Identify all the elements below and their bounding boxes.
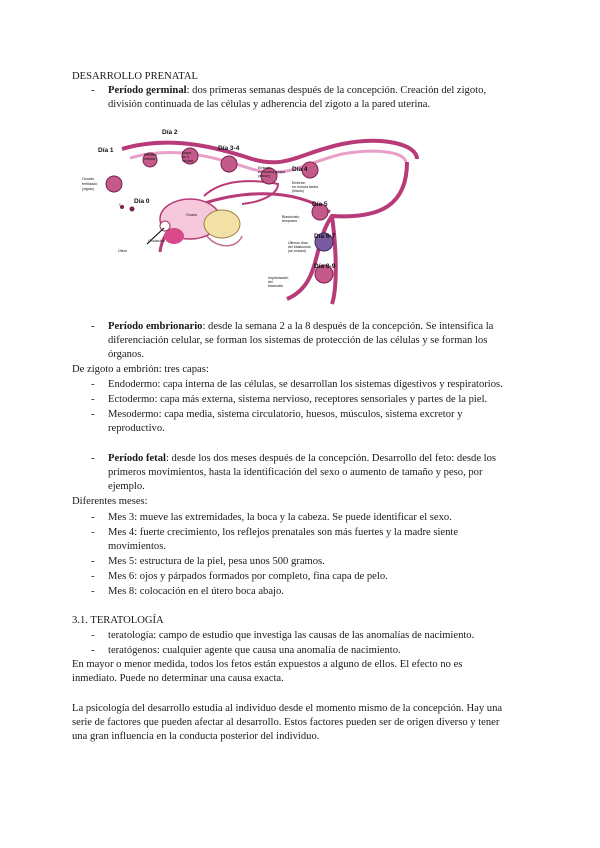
label-implant-2: del: [268, 280, 273, 284]
label-implant-1: Implantación: [268, 276, 289, 280]
bullet-dash: -: [91, 586, 95, 597]
embrionario-line-1: [108, 320, 493, 334]
embrionario-desc-3: órganos.: [108, 349, 144, 360]
day-label-1: Día 1: [98, 147, 114, 154]
follicle: [204, 210, 240, 238]
mes-8: Mes 8: colocación en el útero boca abajo.: [108, 586, 284, 597]
bullet-dash: -: [91, 571, 95, 582]
label-morula-1: Embrión: [258, 166, 272, 170]
label-blastocyst-1: Blastocisto: [282, 215, 300, 219]
embrionario-desc-2: diferenciación celular, se forman los sistemas de protección de las células y se forman los: [108, 335, 488, 346]
germinal-term: Período germinal: [108, 85, 187, 96]
germinal-period-diagram: [82, 124, 422, 306]
label-twocell-2: de 4: [182, 155, 189, 159]
label-twocell-3: células: [182, 159, 194, 163]
teratologia-heading: 3.1. TERATOLOGÍA: [72, 615, 164, 626]
label-mitosis-2: mitosis: [144, 157, 156, 161]
mes-6: Mes 6: ojos y párpados formados por completo, fina capa de pelo.: [108, 571, 388, 582]
day-label-6-7: Día 6-7: [314, 233, 336, 240]
bullet-dash: -: [91, 556, 95, 567]
germinal-desc-1: : dos primeras semanas después de la concepción. Creación del zigoto,: [186, 85, 487, 96]
embrionario-term: Período embrionario: [108, 321, 203, 332]
label-ovulation: Ovulación: [148, 239, 165, 243]
germinal-desc-2: división continuada de las células y adherencia del zigoto a la pared uterina.: [108, 99, 431, 110]
mes-3: Mes 3: mueve las extremidades, la boca y la cabeza. Se puede identificar el sexo.: [108, 512, 452, 523]
label-morula-3: precoz): [258, 174, 270, 178]
label-sperm-mark: ♀: [118, 202, 122, 208]
label-morula-late-1: Embrión: [292, 181, 306, 185]
label-ovum-3: (zigoto): [82, 187, 94, 191]
ovum-released: [160, 221, 170, 231]
label-blastocyst-2: temprano: [282, 219, 298, 223]
day-label-4: Día 4: [292, 166, 308, 173]
mes-4: Mes 4: fuerte crecimiento, los reflejos prenatales son más fuertes y la madre siente: [108, 527, 459, 538]
bullet-dash: -: [91, 409, 95, 420]
fetal-desc-2: primeros movimientos, hasta la identificación del sexo o aumento de tamaño y peso, por: [108, 467, 483, 478]
day-label-8-9: Día 8-9: [314, 263, 336, 270]
bullet-dash: -: [91, 321, 95, 332]
fetal-desc-1: : desde los dos meses después de la concepción. Desarrollo del feto: desde los: [165, 453, 497, 464]
embrionario-desc-1: : desde la semana 2 a la 8 después de la concepción. Se intensifica la: [202, 321, 494, 332]
germinal-line-1: [108, 84, 486, 98]
fetal-term: Período fetal: [108, 453, 166, 464]
label-implant-3: blastocito: [268, 284, 284, 288]
capa-ectodermo: Ectodermo: capa más externa, sistema nervioso, receptores sensoriales y partes de la piel.: [108, 394, 488, 405]
bullet-dash: -: [91, 512, 95, 523]
meses-intro: Diferentes meses:: [72, 496, 148, 507]
capa-endodermo: Endodermo: capa interna de las células, se desarrollan los sistemas digestivos y respiratorios.: [108, 379, 503, 390]
zygote-cell: [106, 176, 122, 192]
bullet-dash: -: [91, 379, 95, 390]
day-label-0: Día 0: [134, 198, 150, 205]
teratogenos-item: teratógenos: cualquier agente que causa una anomalía de nacimiento.: [108, 645, 401, 656]
bullet-dash: -: [91, 527, 95, 538]
label-ovary: Ovario: [186, 213, 198, 217]
label-implant-start-1: Últimos días: [288, 241, 308, 245]
label-mitosis-1: Primera: [144, 153, 157, 157]
fetal-line-1: [108, 452, 496, 466]
day-label-5: Día 5: [312, 201, 328, 208]
label-morula-late-3: (blasto): [292, 189, 304, 193]
day-label-2: Día 2: [162, 129, 178, 136]
label-morula-2: en mórula (etapa: [258, 170, 286, 174]
day-label-3-4: Día 3-4: [218, 145, 240, 152]
teratologia-para-1: En mayor o menor medida, todos los fetos están expuestos a alguno de ellos. El efecto no es: [72, 659, 463, 670]
bullet-dash: -: [91, 453, 95, 464]
sperm-dot-2: [130, 207, 135, 212]
closing-para-1: La psicología del desarrollo estudia al individuo desde el momento mismo de la concepción. Hay una: [72, 703, 503, 714]
capa-mesodermo: Mesodermo: capa media, sistema circulatorio, huesos, músculos, sistema excretor y: [108, 409, 463, 420]
closing-para-2: serie de factores que pueden afectar al desarrollo. Estos factores pueden ser de origen diverso y tener: [72, 717, 500, 728]
teratologia-item: teratología: campo de estudio que investiga las causas de las anomalías de nacimiento.: [108, 630, 475, 641]
label-tube: Útero: [118, 249, 128, 253]
label-morula-late-2: en mórula tardía: [292, 185, 319, 189]
bullet-dash: -: [91, 85, 95, 96]
closing-para-3: una gran influencia en la conducta posterior del individuo.: [72, 731, 320, 742]
four-cell: [221, 156, 237, 172]
section-heading: DESARROLLO PRENATAL: [72, 71, 198, 82]
fetal-desc-3: ejemplo.: [108, 481, 145, 492]
label-implant-start-3: (se enlaza): [288, 249, 306, 253]
bullet-dash: -: [91, 394, 95, 405]
bullet-dash: -: [91, 645, 95, 656]
mes-4-cont: movimientos.: [108, 541, 166, 552]
label-ovum-2: fertilizado: [82, 182, 98, 186]
mes-5: Mes 5: estructura de la piel, pesa unos 500 gramos.: [108, 556, 325, 567]
capa-mesodermo-cont: reproductivo.: [108, 423, 165, 434]
label-ovum-1: Ovocito: [82, 177, 95, 181]
capas-intro: De zigoto a embrión: tres capas:: [72, 364, 209, 375]
bullet-dash: -: [91, 630, 95, 641]
teratologia-para-2: inmediato. Puede no determinar una causa exacta.: [72, 673, 284, 684]
label-twocell-1: Etapa: [182, 151, 192, 155]
label-implant-start-2: del blastocisto: [288, 245, 311, 249]
